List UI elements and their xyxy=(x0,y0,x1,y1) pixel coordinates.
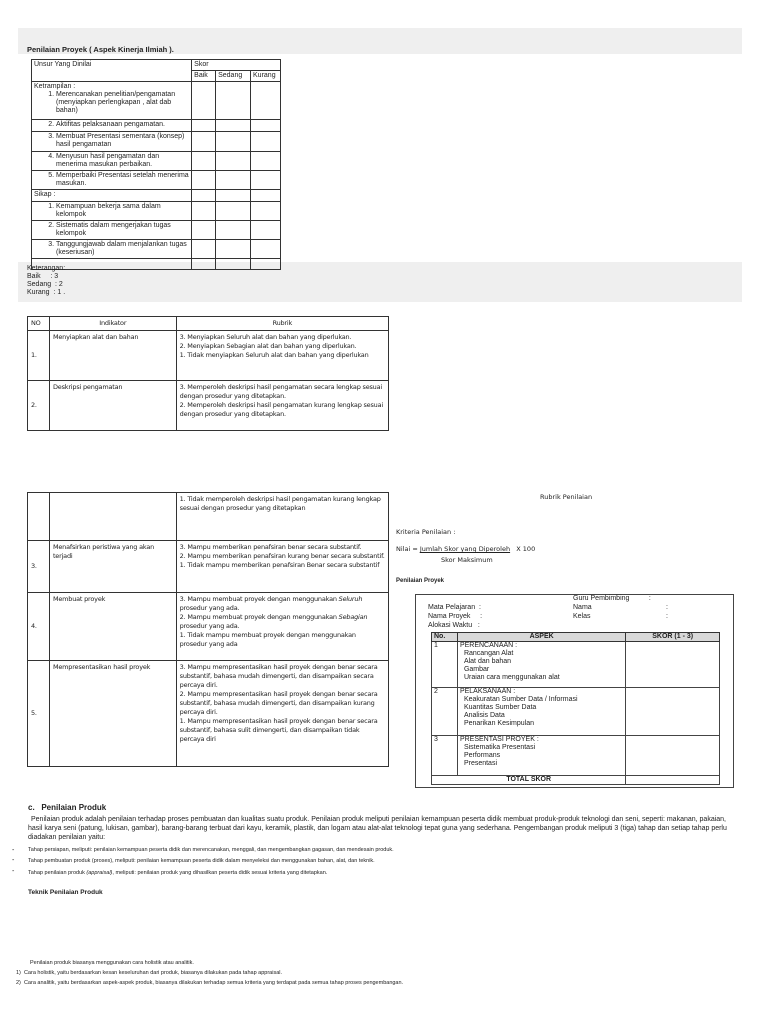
teknik-item-1: 1) Cara holistik, yaitu berdasarkan kesan keseluruhan dari produk, biasanya dilakukan pada tahap appraisal. xyxy=(16,970,283,976)
skor-header: Skor xyxy=(192,60,281,71)
rubric-row-no: 2. xyxy=(28,381,50,431)
formula-denominator: Skor Maksimum xyxy=(441,556,493,564)
rubric-row-indikator: Membuat proyek xyxy=(49,593,176,661)
penilaian-proyek-title: Penilaian Proyek xyxy=(396,578,445,584)
bullet-dash: - xyxy=(12,857,15,864)
sikap-item-1: 1. Kemampuan bekerja sama dalam kelompok xyxy=(32,202,192,221)
kelas-label: Kelas xyxy=(573,613,591,620)
aspek-row-content: PELAKSANAAN : Keakuratan Sumber Data / Informasi Kuantitas Sumber Data Analisis Data Penarikan Kesimpulan xyxy=(457,688,625,736)
teknik-penilaian-heading: Teknik Penilaian Produk xyxy=(28,889,103,896)
keterangan-sedang: Sedang : 2 xyxy=(27,281,63,288)
rubric-row-indikator: Menyiapkan alat dan bahan xyxy=(49,331,176,381)
rubric-table-2 xyxy=(27,492,389,767)
skor-table xyxy=(31,59,281,270)
ket-item-1: Ketrampilan : 1. Merencanakan penelitian/pengamatan (menyiapkan perlengkapan , alat dab bahan) xyxy=(32,82,192,120)
rubric-row-no: 1. xyxy=(28,331,50,381)
rubric-row-rubrik: 3. Mampu mempresentasikan hasil proyek dengan benar secara substantif, bahasa mudah dimengerti, dan disampaikan secara percaya diri. 2. Mampu mempresentasikan hasil proyek dengan benar secara substantif, bahasa mudah dimengerti, dan disampaikan kurang percaya diri. 1. Mampu mempresentasikan hasil proyek dengan benar secara substantif, bahasa sulit dimengerti, dan disampaikan tidak percaya diri xyxy=(176,661,388,767)
col-kurang: Kurang xyxy=(251,71,281,82)
keterangan-baik: Baik : 3 xyxy=(27,273,59,280)
rubric-row-indikator: Menafsirkan peristiwa yang akan terjadi xyxy=(49,541,176,593)
alokasi-waktu: Alokasi Waktu : xyxy=(428,622,480,629)
aspek-row-content: PRESENTASI PROYEK : Sistematika Presentasi Performans Presentasi xyxy=(457,736,625,776)
bullet-dash: - xyxy=(12,868,15,875)
rubric-row-rubrik: 3. Mampu membuat proyek dengan menggunakan Seluruh prosedur yang ada. 2. Mampu membuat proyek dengan menggunakan Sebagian prosedur yang ada. 1. Tidak mampu membuat proyek dengan menggunakan prosedur yang ada xyxy=(176,593,388,661)
rubric-row-rubrik: 3. Mampu memberikan penafsiran benar secara substantif. 2. Mampu memberikan penafsiran kurang benar secara substantif. 1. Tidak mampu memberikan penafsiran Benar secara substantif xyxy=(176,541,388,593)
ket-item-3: 3. Membuat Presentasi sementara (konsep) hasil pengamatan xyxy=(32,132,192,152)
total-skor-label: TOTAL SKOR xyxy=(432,776,626,785)
bullet-dash: - xyxy=(12,847,15,854)
aspek-table xyxy=(431,632,720,785)
sikap-label: Sikap : xyxy=(32,190,192,202)
guru-pembimbing: Guru Pembimbing : xyxy=(573,595,651,602)
rubrik-penilaian-title: Rubrik Penilaian xyxy=(540,493,593,501)
col-sedang: Sedang xyxy=(216,71,251,82)
rubric-row-no: 3. xyxy=(28,541,50,593)
sikap-item-2: 2. Sistematis dalam mengerjakan tugas kelompok xyxy=(32,221,192,240)
aspek-row-content: PERENCANAAN : Rancangan Alat Alat dan bahan Gambar Uraian cara menggunakan alat xyxy=(457,642,625,688)
mata-pelajaran: Mata Pelajaran : xyxy=(428,604,481,611)
ket-item-2: 2. Aktifitas pelaksanaan pengamatan. xyxy=(32,120,192,132)
penilaian-produk-paragraph: Penilaian produk adalah penilaian terhadap proses pembuatan dan kualitas suatu produk. Penilaian produk meliputi penilaian kemampuan peserta didik membuat produk-produk teknologi dan seni, seperti: makanan, pakaian, hasil karya seni (patung, lukisan, gambar), barang-barang terbuat dari kayu, keramik, plastik, dan logam atau alat-alat teknologi tepat guna yang sederhana. Pengembangan produk meliputi 3 (tiga) tahap dan setiap tahap perlu diadakan penilaian yaitu: xyxy=(28,816,727,841)
aspek-row-no: 2 xyxy=(432,688,458,736)
section-title-penilaian-proyek: Penilaian Proyek ( Aspek Kinerja Ilmiah ). xyxy=(27,45,174,54)
keterangan-label: Keterangan: xyxy=(27,265,66,272)
teknik-intro: Penilaian produk biasanya menggunakan cara holistik atau analitik. xyxy=(30,960,194,966)
bullet-item-3: Tahap penilaian produk (appraisal), meliputi: penilaian produk yang dihasilkan peserta didik sesuai kriteria yang ditetapkan. xyxy=(28,870,328,876)
unsur-header: Unsur Yang Dinilai xyxy=(32,60,192,82)
keterangan-kurang: Kurang : 1 . xyxy=(27,289,66,296)
ket-item-4: 4. Menyusun hasil pengamatan dan menerima masukan perbaikan. xyxy=(32,152,192,171)
nilai-formula: Nilai = Jumlah Skor yang Diperoleh X 100 xyxy=(396,545,536,553)
rubric-row-rubrik: 1. Tidak memperoleh deskripsi hasil pengamatan kurang lengkap sesuai dengan prosedur yang ditetapkan xyxy=(176,493,388,541)
aspek-header-no: No. xyxy=(432,633,458,642)
bullet-item-1: Tahap persiapan, meliputi: penilaian kemampuan peserta didik dan merencanakan, menggali, dan mengembangkan gagasan, dan mendesain produk. xyxy=(28,847,394,853)
aspek-row-no: 3 xyxy=(432,736,458,776)
rubric-row-indikator: Mempresentasikan hasil proyek xyxy=(49,661,176,767)
keterangan xyxy=(27,265,65,297)
nama-label: Nama xyxy=(573,604,592,611)
kelas-colon: : xyxy=(666,613,668,620)
penilaian-produk-heading: c. Penilaian Produk xyxy=(28,803,107,812)
rubric-row-rubrik: 3. Menyiapkan Seluruh alat dan bahan yang diperlukan. 2. Menyiapkan Sebagian alat dan bahan yang diperlukan. 1. Tidak menyiapkan Seluruh alat dan bahan yang diperlukan xyxy=(176,331,388,381)
rubric-row-indikator: Deskripsi pengamatan xyxy=(49,381,176,431)
ket-item-5: 5. Memperbaiki Presentasi setelah menerima masukan. xyxy=(32,171,192,190)
teknik-item-2: 2) Cara analitik, yaitu berdasarkan aspek-aspek produk, biasanya dilakukan terhadap semua kriteria yang terdapat pada semua tahap proses pengembangan. xyxy=(16,980,404,986)
nama-proyek: Nama Proyek : xyxy=(428,613,483,620)
rubric-header-rubrik: Rubrik xyxy=(176,317,388,331)
rubric-table-1 xyxy=(27,316,389,431)
aspek-header-aspek: ASPEK xyxy=(457,633,625,642)
rubric-header-no: NO xyxy=(28,317,50,331)
aspek-row-no: 1 xyxy=(432,642,458,688)
rubric-row-rubrik: 3. Memperoleh deskripsi hasil pengamatan secara lengkap sesuai dengan prosedur yang ditetapkan. 2. Memperoleh deskripsi hasil pengamatan kurang lengkap sesuai dengan prosedur yang ditetapkan. xyxy=(176,381,388,431)
rubric-row-no: 4. xyxy=(28,593,50,661)
aspek-header-skor: SKOR (1 - 3) xyxy=(626,633,720,642)
kriteria-label: Kriteria Penilaian : xyxy=(396,528,456,536)
formula-numerator: Jumlah Skor yang Diperoleh xyxy=(419,545,511,553)
sikap-item-3: 3. Tanggungjawab dalam menjalankan tugas (keseriusan) xyxy=(32,240,192,259)
rubric-header-indikator: Indikator xyxy=(49,317,176,331)
rubric-row-no: 5. xyxy=(28,661,50,767)
col-baik: Baik xyxy=(192,71,216,82)
bullet-item-2: Tahap pembuatan produk (proses), meliputi: penilaian kemampuan peserta didik dalam menyeleksi dan menggunakan bahan, alat, dan teknik. xyxy=(28,858,375,864)
nama-colon: : xyxy=(666,604,668,611)
penilaian-proyek-form xyxy=(415,594,734,788)
